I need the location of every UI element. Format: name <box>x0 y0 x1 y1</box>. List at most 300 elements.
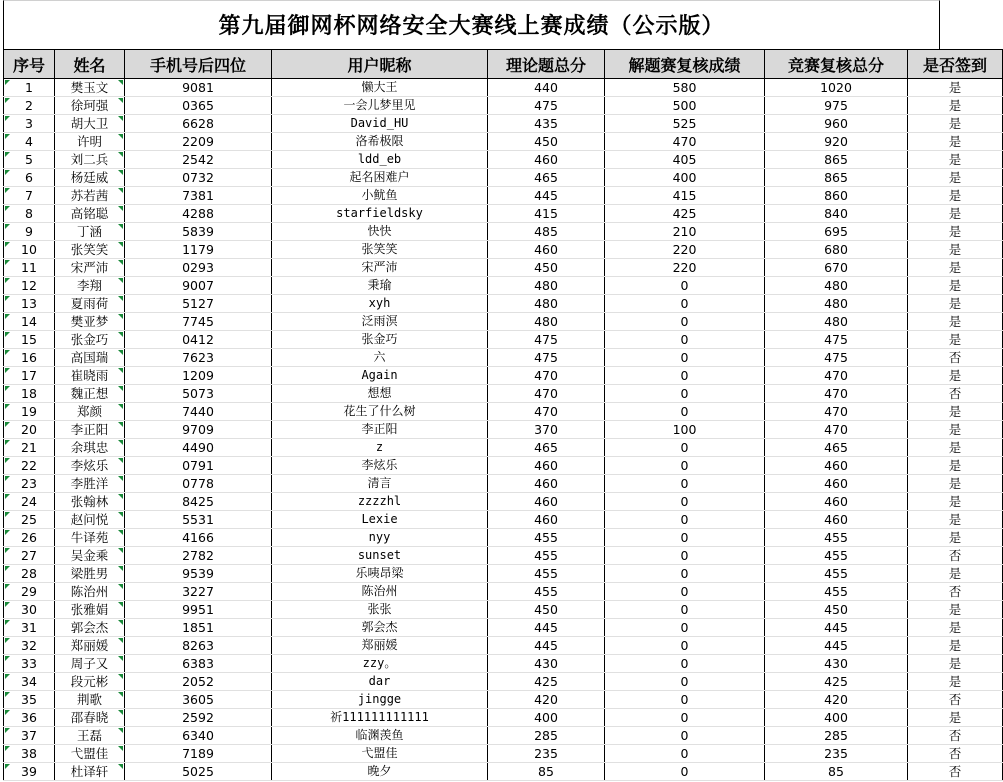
cell-nickname[interactable] <box>272 133 488 151</box>
cell-index[interactable] <box>4 583 55 601</box>
cell-nickname[interactable] <box>272 493 488 511</box>
cell-total-score[interactable] <box>765 709 908 727</box>
cell-phone[interactable] <box>125 529 272 547</box>
cell-checkin[interactable] <box>908 421 1003 439</box>
cell-total-score[interactable] <box>765 727 908 745</box>
cell-index[interactable] <box>4 529 55 547</box>
cell-nickname[interactable] <box>272 727 488 745</box>
cell-checkin[interactable] <box>908 493 1003 511</box>
cell-index[interactable] <box>4 493 55 511</box>
cell-checkin[interactable] <box>908 511 1003 529</box>
cell-ctf-score[interactable] <box>605 475 765 493</box>
cell-nickname[interactable] <box>272 529 488 547</box>
cell-nickname[interactable] <box>272 169 488 187</box>
cell-ctf-score[interactable] <box>605 421 765 439</box>
cell-index[interactable] <box>4 349 55 367</box>
cell-nickname[interactable] <box>272 241 488 259</box>
cell-index[interactable] <box>4 151 55 169</box>
cell-theory-score[interactable] <box>488 547 605 565</box>
cell-theory-score[interactable] <box>488 475 605 493</box>
cell-index[interactable] <box>4 205 55 223</box>
cell-index[interactable] <box>4 367 55 385</box>
cell-total-score[interactable] <box>765 133 908 151</box>
cell-theory-score[interactable] <box>488 277 605 295</box>
cell-checkin[interactable] <box>908 151 1003 169</box>
cell-checkin[interactable] <box>908 619 1003 637</box>
cell-name[interactable] <box>55 367 125 385</box>
cell-phone[interactable] <box>125 403 272 421</box>
cell-total-score[interactable] <box>765 331 908 349</box>
cell-checkin[interactable] <box>908 259 1003 277</box>
cell-checkin[interactable] <box>908 79 1003 97</box>
cell-nickname[interactable] <box>272 385 488 403</box>
cell-checkin[interactable] <box>908 367 1003 385</box>
cell-phone[interactable] <box>125 547 272 565</box>
cell-phone[interactable] <box>125 601 272 619</box>
cell-name[interactable] <box>55 727 125 745</box>
cell-theory-score[interactable] <box>488 349 605 367</box>
cell-name[interactable] <box>55 277 125 295</box>
cell-phone[interactable] <box>125 223 272 241</box>
cell-theory-score[interactable] <box>488 565 605 583</box>
cell-total-score[interactable] <box>765 421 908 439</box>
cell-checkin[interactable] <box>908 169 1003 187</box>
cell-theory-score[interactable] <box>488 151 605 169</box>
cell-total-score[interactable] <box>765 547 908 565</box>
cell-total-score[interactable] <box>765 223 908 241</box>
cell-name[interactable] <box>55 331 125 349</box>
cell-ctf-score[interactable] <box>605 79 765 97</box>
cell-phone[interactable] <box>125 439 272 457</box>
cell-total-score[interactable] <box>765 745 908 763</box>
cell-theory-score[interactable] <box>488 97 605 115</box>
cell-nickname[interactable] <box>272 79 488 97</box>
cell-checkin[interactable] <box>908 745 1003 763</box>
cell-total-score[interactable] <box>765 403 908 421</box>
cell-phone[interactable] <box>125 349 272 367</box>
cell-index[interactable] <box>4 313 55 331</box>
cell-name[interactable] <box>55 619 125 637</box>
cell-phone[interactable] <box>125 295 272 313</box>
cell-index[interactable] <box>4 403 55 421</box>
cell-total-score[interactable] <box>765 511 908 529</box>
cell-checkin[interactable] <box>908 295 1003 313</box>
cell-theory-score[interactable] <box>488 529 605 547</box>
cell-total-score[interactable] <box>765 277 908 295</box>
cell-total-score[interactable] <box>765 619 908 637</box>
cell-ctf-score[interactable] <box>605 493 765 511</box>
cell-ctf-score[interactable] <box>605 115 765 133</box>
cell-phone[interactable] <box>125 259 272 277</box>
cell-index[interactable] <box>4 421 55 439</box>
cell-phone[interactable] <box>125 205 272 223</box>
cell-theory-score[interactable] <box>488 385 605 403</box>
cell-index[interactable] <box>4 637 55 655</box>
cell-checkin[interactable] <box>908 763 1003 781</box>
cell-index[interactable] <box>4 457 55 475</box>
cell-index[interactable] <box>4 241 55 259</box>
cell-checkin[interactable] <box>908 331 1003 349</box>
cell-total-score[interactable] <box>765 97 908 115</box>
cell-name[interactable] <box>55 313 125 331</box>
cell-name[interactable] <box>55 547 125 565</box>
cell-total-score[interactable] <box>765 151 908 169</box>
cell-nickname[interactable] <box>272 367 488 385</box>
cell-total-score[interactable] <box>765 691 908 709</box>
cell-checkin[interactable] <box>908 565 1003 583</box>
cell-theory-score[interactable] <box>488 331 605 349</box>
cell-nickname[interactable] <box>272 187 488 205</box>
cell-name[interactable] <box>55 673 125 691</box>
cell-name[interactable] <box>55 133 125 151</box>
cell-nickname[interactable] <box>272 547 488 565</box>
cell-ctf-score[interactable] <box>605 709 765 727</box>
cell-index[interactable] <box>4 709 55 727</box>
cell-nickname[interactable] <box>272 619 488 637</box>
cell-checkin[interactable] <box>908 655 1003 673</box>
cell-phone[interactable] <box>125 385 272 403</box>
cell-phone[interactable] <box>125 115 272 133</box>
cell-theory-score[interactable] <box>488 115 605 133</box>
cell-phone[interactable] <box>125 79 272 97</box>
cell-checkin[interactable] <box>908 115 1003 133</box>
cell-checkin[interactable] <box>908 97 1003 115</box>
cell-name[interactable] <box>55 511 125 529</box>
cell-theory-score[interactable] <box>488 637 605 655</box>
cell-checkin[interactable] <box>908 349 1003 367</box>
cell-theory-score[interactable] <box>488 457 605 475</box>
cell-phone[interactable] <box>125 691 272 709</box>
cell-theory-score[interactable] <box>488 313 605 331</box>
cell-ctf-score[interactable] <box>605 583 765 601</box>
cell-checkin[interactable] <box>908 187 1003 205</box>
cell-phone[interactable] <box>125 241 272 259</box>
cell-phone[interactable] <box>125 367 272 385</box>
cell-nickname[interactable] <box>272 601 488 619</box>
cell-index[interactable] <box>4 565 55 583</box>
cell-index[interactable] <box>4 745 55 763</box>
cell-index[interactable] <box>4 79 55 97</box>
cell-ctf-score[interactable] <box>605 205 765 223</box>
cell-name[interactable] <box>55 565 125 583</box>
cell-theory-score[interactable] <box>488 763 605 781</box>
cell-index[interactable] <box>4 691 55 709</box>
cell-index[interactable] <box>4 601 55 619</box>
cell-ctf-score[interactable] <box>605 763 765 781</box>
cell-phone[interactable] <box>125 151 272 169</box>
cell-total-score[interactable] <box>765 169 908 187</box>
cell-phone[interactable] <box>125 133 272 151</box>
cell-nickname[interactable] <box>272 403 488 421</box>
cell-total-score[interactable] <box>765 349 908 367</box>
cell-name[interactable] <box>55 403 125 421</box>
cell-total-score[interactable] <box>765 241 908 259</box>
cell-phone[interactable] <box>125 727 272 745</box>
cell-theory-score[interactable] <box>488 745 605 763</box>
cell-phone[interactable] <box>125 637 272 655</box>
cell-checkin[interactable] <box>908 313 1003 331</box>
cell-theory-score[interactable] <box>488 601 605 619</box>
cell-phone[interactable] <box>125 511 272 529</box>
cell-total-score[interactable] <box>765 763 908 781</box>
cell-name[interactable] <box>55 151 125 169</box>
cell-theory-score[interactable] <box>488 709 605 727</box>
cell-name[interactable] <box>55 97 125 115</box>
cell-theory-score[interactable] <box>488 619 605 637</box>
cell-total-score[interactable] <box>765 583 908 601</box>
cell-nickname[interactable] <box>272 223 488 241</box>
cell-phone[interactable] <box>125 457 272 475</box>
cell-index[interactable] <box>4 223 55 241</box>
cell-name[interactable] <box>55 439 125 457</box>
cell-total-score[interactable] <box>765 115 908 133</box>
cell-ctf-score[interactable] <box>605 331 765 349</box>
cell-theory-score[interactable] <box>488 205 605 223</box>
cell-theory-score[interactable] <box>488 295 605 313</box>
cell-checkin[interactable] <box>908 529 1003 547</box>
cell-index[interactable] <box>4 763 55 781</box>
cell-phone[interactable] <box>125 169 272 187</box>
cell-total-score[interactable] <box>765 367 908 385</box>
cell-checkin[interactable] <box>908 277 1003 295</box>
cell-ctf-score[interactable] <box>605 439 765 457</box>
cell-phone[interactable] <box>125 421 272 439</box>
cell-nickname[interactable] <box>272 745 488 763</box>
cell-theory-score[interactable] <box>488 367 605 385</box>
cell-total-score[interactable] <box>765 439 908 457</box>
cell-ctf-score[interactable] <box>605 241 765 259</box>
cell-total-score[interactable] <box>765 637 908 655</box>
cell-index[interactable] <box>4 547 55 565</box>
cell-checkin[interactable] <box>908 223 1003 241</box>
cell-checkin[interactable] <box>908 691 1003 709</box>
cell-nickname[interactable] <box>272 565 488 583</box>
cell-ctf-score[interactable] <box>605 367 765 385</box>
cell-phone[interactable] <box>125 493 272 511</box>
cell-index[interactable] <box>4 439 55 457</box>
cell-checkin[interactable] <box>908 673 1003 691</box>
cell-ctf-score[interactable] <box>605 223 765 241</box>
cell-theory-score[interactable] <box>488 583 605 601</box>
cell-ctf-score[interactable] <box>605 673 765 691</box>
cell-name[interactable] <box>55 241 125 259</box>
cell-index[interactable] <box>4 331 55 349</box>
cell-nickname[interactable] <box>272 709 488 727</box>
cell-phone[interactable] <box>125 619 272 637</box>
cell-nickname[interactable] <box>272 763 488 781</box>
cell-name[interactable] <box>55 475 125 493</box>
cell-ctf-score[interactable] <box>605 619 765 637</box>
cell-name[interactable] <box>55 115 125 133</box>
cell-name[interactable] <box>55 295 125 313</box>
cell-total-score[interactable] <box>765 79 908 97</box>
cell-nickname[interactable] <box>272 115 488 133</box>
cell-ctf-score[interactable] <box>605 97 765 115</box>
cell-nickname[interactable] <box>272 475 488 493</box>
cell-index[interactable] <box>4 115 55 133</box>
cell-checkin[interactable] <box>908 547 1003 565</box>
cell-index[interactable] <box>4 385 55 403</box>
cell-ctf-score[interactable] <box>605 313 765 331</box>
cell-theory-score[interactable] <box>488 421 605 439</box>
cell-total-score[interactable] <box>765 259 908 277</box>
cell-checkin[interactable] <box>908 385 1003 403</box>
cell-nickname[interactable] <box>272 655 488 673</box>
cell-nickname[interactable] <box>272 205 488 223</box>
cell-nickname[interactable] <box>272 637 488 655</box>
cell-phone[interactable] <box>125 313 272 331</box>
cell-phone[interactable] <box>125 583 272 601</box>
cell-index[interactable] <box>4 259 55 277</box>
cell-index[interactable] <box>4 187 55 205</box>
cell-ctf-score[interactable] <box>605 637 765 655</box>
cell-nickname[interactable] <box>272 151 488 169</box>
cell-name[interactable] <box>55 691 125 709</box>
cell-checkin[interactable] <box>908 727 1003 745</box>
cell-total-score[interactable] <box>765 205 908 223</box>
cell-theory-score[interactable] <box>488 673 605 691</box>
cell-index[interactable] <box>4 727 55 745</box>
cell-name[interactable] <box>55 205 125 223</box>
cell-ctf-score[interactable] <box>605 385 765 403</box>
cell-index[interactable] <box>4 133 55 151</box>
cell-total-score[interactable] <box>765 529 908 547</box>
cell-name[interactable] <box>55 529 125 547</box>
cell-phone[interactable] <box>125 331 272 349</box>
cell-ctf-score[interactable] <box>605 187 765 205</box>
cell-name[interactable] <box>55 421 125 439</box>
cell-ctf-score[interactable] <box>605 295 765 313</box>
cell-ctf-score[interactable] <box>605 565 765 583</box>
cell-phone[interactable] <box>125 475 272 493</box>
cell-name[interactable] <box>55 349 125 367</box>
cell-nickname[interactable] <box>272 511 488 529</box>
cell-ctf-score[interactable] <box>605 169 765 187</box>
cell-nickname[interactable] <box>272 439 488 457</box>
cell-name[interactable] <box>55 655 125 673</box>
cell-name[interactable] <box>55 223 125 241</box>
cell-theory-score[interactable] <box>488 241 605 259</box>
cell-nickname[interactable] <box>272 583 488 601</box>
cell-phone[interactable] <box>125 565 272 583</box>
cell-theory-score[interactable] <box>488 133 605 151</box>
cell-phone[interactable] <box>125 187 272 205</box>
cell-name[interactable] <box>55 745 125 763</box>
cell-index[interactable] <box>4 673 55 691</box>
cell-index[interactable] <box>4 475 55 493</box>
cell-theory-score[interactable] <box>488 223 605 241</box>
cell-ctf-score[interactable] <box>605 655 765 673</box>
cell-total-score[interactable] <box>765 493 908 511</box>
cell-ctf-score[interactable] <box>605 151 765 169</box>
cell-nickname[interactable] <box>272 331 488 349</box>
cell-ctf-score[interactable] <box>605 547 765 565</box>
cell-total-score[interactable] <box>765 313 908 331</box>
cell-index[interactable] <box>4 169 55 187</box>
cell-name[interactable] <box>55 457 125 475</box>
cell-nickname[interactable] <box>272 421 488 439</box>
cell-nickname[interactable] <box>272 259 488 277</box>
cell-ctf-score[interactable] <box>605 691 765 709</box>
cell-total-score[interactable] <box>765 655 908 673</box>
cell-phone[interactable] <box>125 277 272 295</box>
cell-theory-score[interactable] <box>488 655 605 673</box>
cell-total-score[interactable] <box>765 601 908 619</box>
cell-name[interactable] <box>55 601 125 619</box>
cell-name[interactable] <box>55 763 125 781</box>
cell-index[interactable] <box>4 655 55 673</box>
cell-phone[interactable] <box>125 709 272 727</box>
cell-index[interactable] <box>4 277 55 295</box>
cell-index[interactable] <box>4 295 55 313</box>
cell-theory-score[interactable] <box>488 439 605 457</box>
cell-name[interactable] <box>55 187 125 205</box>
cell-total-score[interactable] <box>765 385 908 403</box>
cell-nickname[interactable] <box>272 349 488 367</box>
cell-phone[interactable] <box>125 763 272 781</box>
cell-theory-score[interactable] <box>488 259 605 277</box>
cell-checkin[interactable] <box>908 205 1003 223</box>
cell-ctf-score[interactable] <box>605 601 765 619</box>
cell-phone[interactable] <box>125 673 272 691</box>
cell-nickname[interactable] <box>272 457 488 475</box>
cell-name[interactable] <box>55 79 125 97</box>
cell-nickname[interactable] <box>272 277 488 295</box>
cell-ctf-score[interactable] <box>605 133 765 151</box>
cell-ctf-score[interactable] <box>605 259 765 277</box>
cell-ctf-score[interactable] <box>605 277 765 295</box>
cell-ctf-score[interactable] <box>605 457 765 475</box>
cell-phone[interactable] <box>125 745 272 763</box>
cell-total-score[interactable] <box>765 457 908 475</box>
cell-nickname[interactable] <box>272 313 488 331</box>
cell-total-score[interactable] <box>765 475 908 493</box>
cell-theory-score[interactable] <box>488 403 605 421</box>
cell-ctf-score[interactable] <box>605 727 765 745</box>
cell-nickname[interactable] <box>272 295 488 313</box>
cell-checkin[interactable] <box>908 601 1003 619</box>
cell-name[interactable] <box>55 583 125 601</box>
cell-checkin[interactable] <box>908 439 1003 457</box>
cell-total-score[interactable] <box>765 673 908 691</box>
cell-name[interactable] <box>55 709 125 727</box>
cell-theory-score[interactable] <box>488 79 605 97</box>
cell-ctf-score[interactable] <box>605 529 765 547</box>
cell-nickname[interactable] <box>272 97 488 115</box>
cell-name[interactable] <box>55 637 125 655</box>
cell-ctf-score[interactable] <box>605 403 765 421</box>
cell-ctf-score[interactable] <box>605 745 765 763</box>
cell-ctf-score[interactable] <box>605 349 765 367</box>
cell-checkin[interactable] <box>908 133 1003 151</box>
cell-checkin[interactable] <box>908 475 1003 493</box>
cell-name[interactable] <box>55 385 125 403</box>
cell-total-score[interactable] <box>765 565 908 583</box>
cell-total-score[interactable] <box>765 187 908 205</box>
cell-checkin[interactable] <box>908 583 1003 601</box>
cell-theory-score[interactable] <box>488 727 605 745</box>
cell-checkin[interactable] <box>908 241 1003 259</box>
cell-index[interactable] <box>4 619 55 637</box>
cell-index[interactable] <box>4 97 55 115</box>
cell-theory-score[interactable] <box>488 187 605 205</box>
cell-index[interactable] <box>4 511 55 529</box>
cell-theory-score[interactable] <box>488 511 605 529</box>
cell-name[interactable] <box>55 493 125 511</box>
cell-theory-score[interactable] <box>488 169 605 187</box>
cell-phone[interactable] <box>125 97 272 115</box>
cell-nickname[interactable] <box>272 691 488 709</box>
